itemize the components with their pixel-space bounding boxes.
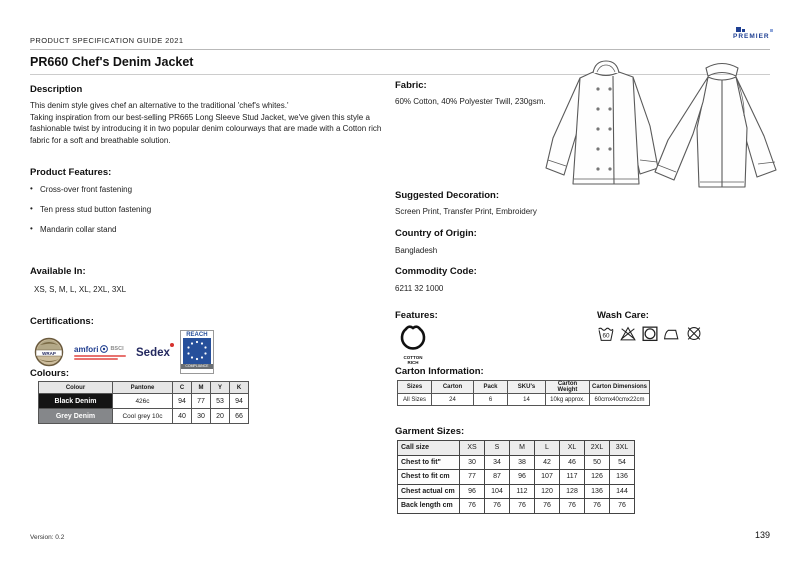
size-row-label: Chest to fit"	[398, 455, 460, 470]
sedex-logo	[136, 343, 170, 361]
size-value: 77	[460, 470, 485, 485]
fabric-heading: Fabric:	[395, 80, 427, 91]
garment-sizes-table	[397, 440, 635, 514]
premier-logo	[733, 27, 773, 40]
header-divider	[30, 49, 770, 50]
carton-col-header: Pack	[474, 381, 508, 394]
size-value: S	[485, 441, 510, 456]
size-row-label: Chest to fit cm	[398, 470, 460, 485]
tumble-dry-icon	[641, 325, 659, 342]
table-row	[398, 455, 635, 470]
table-row	[398, 441, 635, 456]
colour-swatch-name: Grey Denim	[39, 409, 113, 424]
size-value: 76	[560, 499, 585, 514]
size-value: 3XL	[610, 441, 635, 456]
premier-logo-icon	[736, 27, 773, 32]
colours-col-header: M	[192, 382, 211, 394]
carton-value: All Sizes	[398, 394, 432, 406]
do-not-bleach-icon	[619, 325, 637, 342]
table-row	[39, 409, 249, 424]
size-value: 107	[535, 470, 560, 485]
garment-sizes-heading: Garment Sizes:	[395, 426, 465, 437]
reach-logo	[180, 330, 214, 374]
available-in-value: XS, S, M, L, XL, 2XL, 3XL	[34, 285, 127, 294]
reach-eu-stars-icon	[183, 338, 211, 364]
size-value: 76	[510, 499, 535, 514]
size-value: 136	[585, 484, 610, 499]
feature-item: • Mandarin collar stand	[30, 225, 360, 234]
colours-table	[38, 381, 249, 424]
country-of-origin-heading: Country of Origin:	[395, 228, 477, 239]
description-text	[30, 100, 382, 146]
size-value: 2XL	[585, 441, 610, 456]
cmyk-value: 94	[230, 394, 249, 409]
country-of-origin-value: Bangladesh	[395, 246, 438, 255]
table-row	[39, 394, 249, 409]
guide-title: PRODUCT SPECIFICATION GUIDE 2021	[30, 36, 184, 45]
do-not-dry-clean-icon	[685, 325, 703, 342]
description-heading: Description	[30, 84, 83, 95]
description-line2: Taking inspiration from our best-selling PR665 Long Sleeve Stud Jacket, we've given this style a fashionable twist by introducing it in two popular denim colourways that are made with a Cotton rich fabric for a soft and breathable solution.	[30, 112, 382, 145]
size-value: 46	[560, 455, 585, 470]
table-row	[398, 394, 650, 406]
pantone-value: 426c	[113, 394, 173, 409]
size-value: 96	[510, 470, 535, 485]
certifications-heading: Certifications:	[30, 316, 94, 327]
size-row-label: Back length cm	[398, 499, 460, 514]
colours-col-header: Colour	[39, 382, 113, 394]
feature-item: • Cross-over front fastening	[30, 185, 360, 194]
wash-care-heading: Wash Care:	[597, 310, 649, 321]
cmyk-value: 30	[192, 409, 211, 424]
suggested-decoration-value: Screen Print, Transfer Print, Embroidery	[395, 207, 537, 216]
suggested-decoration-heading: Suggested Decoration:	[395, 190, 499, 201]
cmyk-value: 77	[192, 394, 211, 409]
size-value: M	[510, 441, 535, 456]
size-value: 50	[585, 455, 610, 470]
size-value: 117	[560, 470, 585, 485]
size-value: XS	[460, 441, 485, 456]
size-value: 76	[610, 499, 635, 514]
premier-logo-text: PREMIER	[733, 33, 770, 40]
features-heading: Features:	[395, 310, 438, 321]
size-value: 76	[535, 499, 560, 514]
product-features-list	[30, 185, 360, 245]
size-value: 76	[585, 499, 610, 514]
colours-col-header: C	[173, 382, 192, 394]
cmyk-value: 66	[230, 409, 249, 424]
cmyk-value: 53	[211, 394, 230, 409]
amfori-tagline-line	[74, 358, 118, 360]
carton-col-header: Carton	[432, 381, 474, 394]
cotton-rich-icon	[396, 324, 430, 350]
wrap-logo-icon	[34, 337, 64, 367]
svg-text:60: 60	[602, 332, 610, 340]
size-value: 126	[585, 470, 610, 485]
bsci-logo-text: BSCI	[110, 346, 124, 352]
feature-item: • Ten press stud button fastening	[30, 205, 360, 214]
colours-heading: Colours:	[30, 368, 70, 379]
size-value: 136	[610, 470, 635, 485]
amfori-logo-text: amfori	[74, 344, 99, 354]
size-value: 76	[460, 499, 485, 514]
colours-col-header: Pantone	[113, 382, 173, 394]
size-row-label: Chest actual cm	[398, 484, 460, 499]
commodity-code-value: 6211 32 1000	[395, 284, 444, 293]
commodity-code-heading: Commodity Code:	[395, 266, 477, 277]
size-value: 34	[485, 455, 510, 470]
carton-value: 14	[508, 394, 546, 406]
size-value: 54	[610, 455, 635, 470]
cotton-rich-badge	[396, 324, 430, 365]
page-title: PR660 Chef's Denim Jacket	[30, 55, 194, 69]
table-row	[398, 484, 635, 499]
iron-icon	[663, 325, 681, 342]
cmyk-value: 94	[173, 394, 192, 409]
size-value: 42	[535, 455, 560, 470]
page-number: 139	[754, 530, 770, 540]
version-label: Version: 0.2	[30, 534, 65, 541]
cotton-rich-caption: COTTON	[403, 355, 423, 360]
size-value: 76	[485, 499, 510, 514]
size-row-label: Call size	[398, 441, 460, 456]
sedex-dot-icon	[170, 343, 174, 347]
cmyk-value: 40	[173, 409, 192, 424]
carton-value: 10kg approx.	[546, 394, 590, 406]
product-features-heading: Product Features:	[30, 167, 112, 178]
carton-information-heading: Carton Information:	[395, 366, 484, 377]
svg-text:WRAP: WRAP	[42, 350, 56, 356]
carton-col-header: Sizes	[398, 381, 432, 394]
amfori-tagline-line	[74, 355, 126, 357]
size-value: 112	[510, 484, 535, 499]
carton-value: 6	[474, 394, 508, 406]
reach-logo-text: REACH	[186, 332, 208, 338]
size-value: 120	[535, 484, 560, 499]
carton-col-header: SKU's	[508, 381, 546, 394]
amfori-emblem-icon	[100, 345, 108, 353]
reach-caption-text: COMPLIANCE	[181, 364, 213, 369]
carton-value: 60cmx40cmx22cm	[590, 394, 650, 406]
size-value: 144	[610, 484, 635, 499]
wash-care-icons	[597, 325, 703, 342]
size-value: XL	[560, 441, 585, 456]
table-row	[398, 499, 635, 514]
jacket-technical-drawing	[540, 56, 796, 202]
carton-information-table	[397, 380, 650, 406]
size-value: 38	[510, 455, 535, 470]
cmyk-value: 20	[211, 409, 230, 424]
wash-60-icon	[597, 325, 615, 342]
amfori-bsci-logo	[74, 345, 126, 360]
colours-col-header: K	[230, 382, 249, 394]
available-in-heading: Available In:	[30, 266, 86, 277]
carton-value: 24	[432, 394, 474, 406]
sedex-logo-text: Sedex	[136, 347, 170, 359]
colour-swatch-name: Black Denim	[39, 394, 113, 409]
cotton-rich-caption: RICH	[407, 360, 419, 365]
size-value: 87	[485, 470, 510, 485]
size-value: 30	[460, 455, 485, 470]
carton-col-header: Carton Dimensions	[590, 381, 650, 394]
size-value: 96	[460, 484, 485, 499]
table-row	[398, 470, 635, 485]
carton-col-header: Carton Weight	[546, 381, 590, 394]
fabric-value: 60% Cotton, 40% Polyester Twill, 230gsm.	[395, 97, 546, 106]
size-value: 104	[485, 484, 510, 499]
size-value: L	[535, 441, 560, 456]
colours-col-header: Y	[211, 382, 230, 394]
pantone-value: Cool grey 10c	[113, 409, 173, 424]
size-value: 128	[560, 484, 585, 499]
description-line1: This denim style gives chef an alternative to the traditional 'chef's whites.'	[30, 101, 289, 110]
